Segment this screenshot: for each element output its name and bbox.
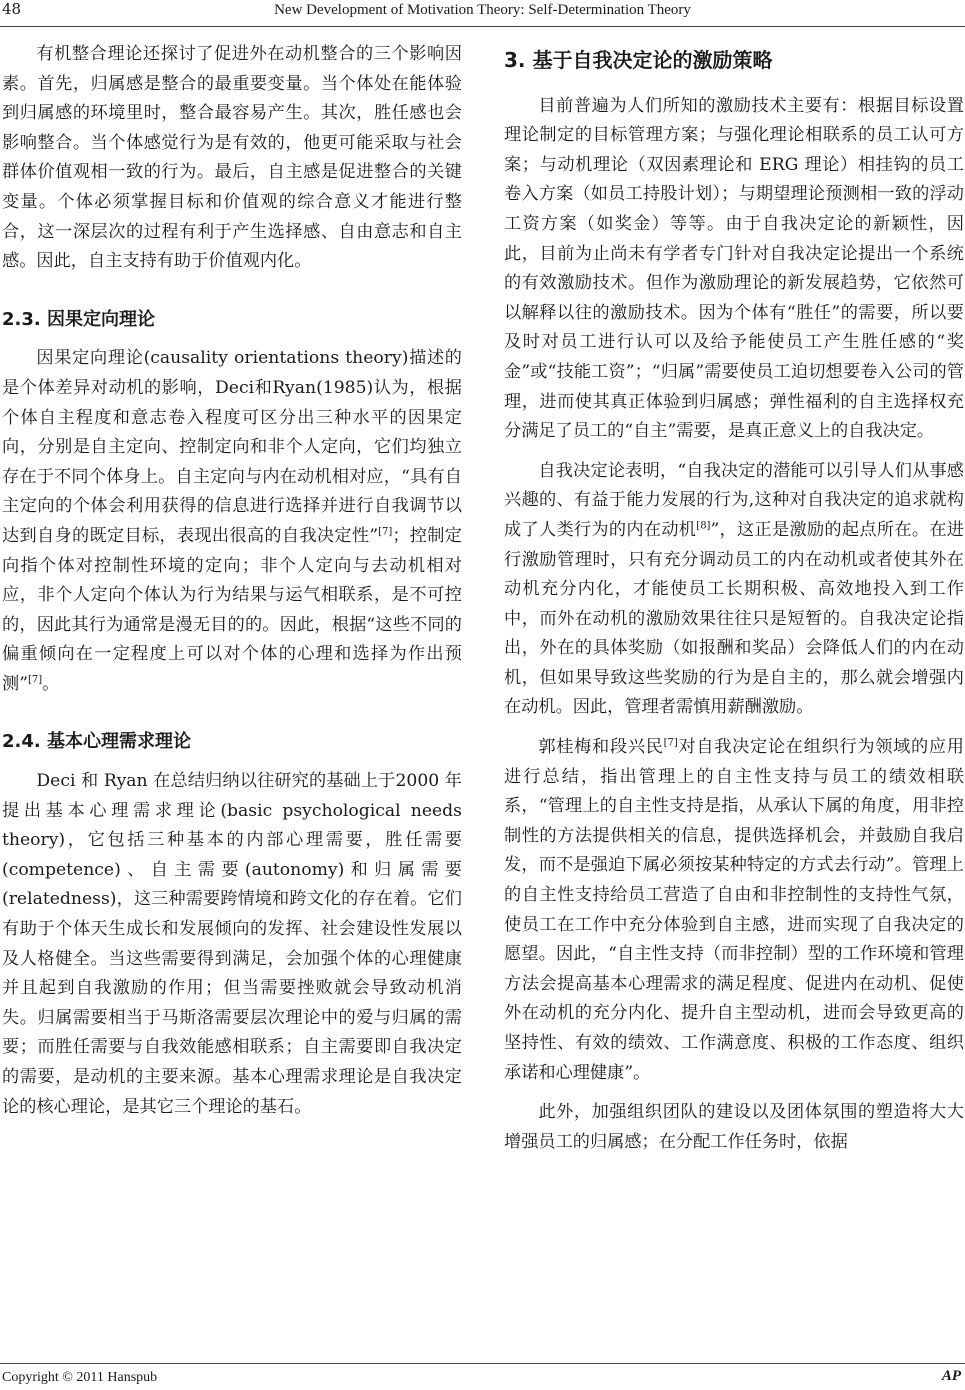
citation-ref: [7] <box>27 674 43 686</box>
paragraph-text: 对自我决定论在组织行为领域的应用进行总结，指出管理上的自主性支持与员工的绩效相联系，“管理上的自主性支持是指，从承认下属的角度，用非控制性的方法提供相关的信息，提供选择机会，并鼓励自我启发，而不是强迫下属必须按某种特定的方式去行动”。管理上的自主性支持给员工营造了自由和非控制性的支持性气氛，使员工在工作中充分体验到自主感，进而实现了自我决定的愿望。因此，“自主性支持（而非控制）型的工作环境和管理方法会提高基本心理需求的满足程度、促进内在动机、促使外在动机的充分内化、提升自主型动机，进而会导致更高的坚持性、有效的绩效、工作满意度、积极的工作态度、组织承诺和心理健康”。 <box>504 737 964 1083</box>
paragraph-text: 因果定向理论(causality orientations theory)描述的是个体差异对动机的影响，Deci和Ryan(1985)认为，根据个体自主程度和意志卷入程度可区分出三种水平的因果定向，分别是自主定向、控制定向和非个人定向，它们均独立存在于不同个体身上。自主定向与内在动机相对应，“具有自主定向的个体会利用获得的信息进行选择并进行自我调节以达到自身的既定目标，表现出很高的自我决定性” <box>2 348 462 546</box>
running-title: New Development of Motivation Theory: Self-Determination Theory <box>274 2 691 18</box>
citation-ref: [7] <box>663 737 678 749</box>
paragraph-text: 郭桂梅和段兴民 <box>538 737 664 758</box>
page-header <box>0 0 965 27</box>
section-heading-2-4: 2.4. 基本心理需求理论 <box>2 731 191 753</box>
paragraph: Deci 和 Ryan 在总结归纳以往研究的基础上于2000 年提出基本心理需求理论(basic psychological needs theory)，它包括三种基本的内部心理需要，胜任需要(competence)、自主需要(autonomy)和归属需要(relatedness)，这三种需要跨情境和跨文化的存在着。它们有助于个体天生成长和发展倾向的发挥、社会建设性发展以及人格健全。当这些需要得到满足，会加强个体的心理健康并且起到自我激励的作用；但当需要挫败就会导致动机消失。归属需要相当于马斯洛需要层次理论中的爱与归属的需要；而胜任需要与自我效能感相联系；自主需要即自我决定的需要，是动机的主要来源。基本心理需求理论是自我决定论的核心理论，是其它三个理论的基石。 <box>2 771 462 1117</box>
paragraph-text: 自我决定论表明，“自我决定的潜能可以引导人们从事感兴趣的、有益于能力发展的行为,这种对自我决定的追求就构成了人类行为的内在动机 <box>504 460 964 540</box>
paragraph <box>2 344 462 699</box>
journal-abbreviation: AP <box>941 1368 961 1384</box>
paragraph: 有机整合理论还探讨了促进外在动机整合的三个影响因素。首先，归属感是整合的最重要变量。当个体处在能体验到归属感的环境里时，整合最容易产生。其次，胜任感也会影响整合。当个体感觉行为是有效的，他更可能采取与社会群体价值观相一致的行为。最后，自主感是促进整合的关键变量。个体必须掌握目标和价值观的综合意义才能进行整合，这一深层次的过程有利于产生选择感、自由意志和自主感。因此，自主支持有助于价值观内化。 <box>2 44 462 272</box>
paragraph: 此外，加强组织团队的建设以及团体氛围的塑造将大大增强员工的归属感；在分配工作任务时，依据 <box>504 1102 964 1152</box>
citation-ref: [8] <box>696 520 711 532</box>
paragraph-text: ；控制定向指个体对控制性环境的定向；非个人定向与去动机相对应，非个人定向个体认为行为结果与运气相联系，是不可控的，因此其行为通常是漫无目的的。因此，根据“这些不同的偏重倾向在一定程度上可以对个体的心理和选择为作出预测” <box>2 525 462 694</box>
paragraph-text: ”，这正是激励的起点所在。在进行激励管理时，只有充分调动员工的内在动机或者使其外在动机充分内化，才能使员工长期积极、高效地投入到工作中，而外在动机的激励效果往往只是短暂的。自我决定论指出，外在的具体奖励（如报酬和奖品）会降低人们的内在动机，但如果导致这些奖励的行为是自主的，那么就会增强内在动机。因此，管理者需慎用薪酬激励。 <box>504 519 964 718</box>
right-column <box>504 40 964 1157</box>
paragraph: 目前普遍为人们所知的激励技术主要有：根据目标设置理论制定的目标管理方案；与强化理论相联系的员工认可方案；与动机理论（双因素理论和 ERG 理论）相挂钩的员工卷入方案（如员工持股计划）；与期望理论预测相一致的浮动工资方案（如奖金）等等。由于自我决定论的新颖性，因此，目前为止尚未有学者专门针对自我决定论提出一个系统的有效激励技术。但作为激励理论的新发展趋势，它依然可以解释以往的激励技术。因为个体有“胜任”的需要，所以要及时对员工进行认可以及给予能使员工产生胜任感的“奖金”或“技能工资”；“归属”需要使员工迫切想要卷入公司的管理，进而使其真正体验到归属感；弹性福利的自主选择权充分满足了员工的“自主”需要，是真正意义上的自我决定。 <box>504 95 964 442</box>
section-heading-2-3: 2.3. 因果定向理论 <box>2 308 155 330</box>
page-number: 48 <box>2 0 22 18</box>
paragraph-text: 。 <box>42 673 60 694</box>
left-column <box>2 40 462 1122</box>
paragraph <box>504 457 964 723</box>
citation-ref: [7] <box>378 526 393 538</box>
paragraph <box>504 733 964 1088</box>
page-footer <box>0 1363 965 1390</box>
section-heading-3: 3. 基于自我决定论的激励策略 <box>504 48 773 72</box>
copyright: Copyright © 2011 Hanspub <box>2 1370 158 1385</box>
